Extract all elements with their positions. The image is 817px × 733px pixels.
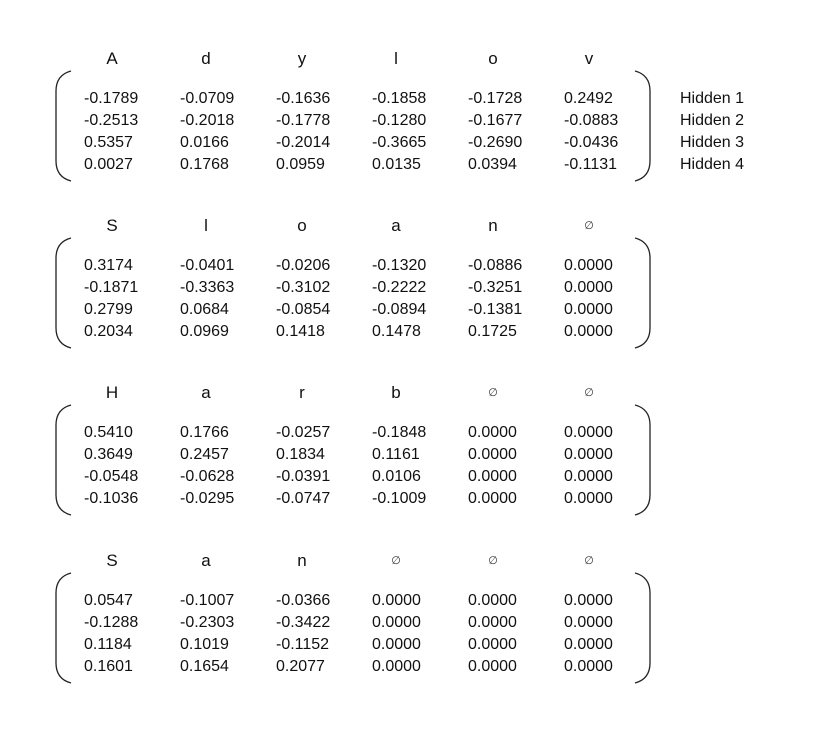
- matrix-cell: 0.0000: [468, 636, 517, 653]
- matrix-cell: -0.1007: [180, 592, 235, 609]
- row-label-hidden-4: Hidden 4: [680, 156, 745, 173]
- matrix-cell: 0.1654: [180, 658, 229, 675]
- column-header: n: [297, 551, 307, 570]
- column-header: a: [391, 216, 401, 235]
- matrix-cell: -0.1636: [276, 90, 331, 107]
- matrix-cell: 0.0000: [372, 614, 421, 631]
- column-header: o: [488, 49, 498, 68]
- matrix-cell: 0.0000: [468, 614, 517, 631]
- matrix-cell: -0.1858: [372, 90, 427, 107]
- matrix-cell: 0.0000: [564, 279, 613, 296]
- matrix-cell: 0.3174: [84, 257, 133, 274]
- matrix-cell: -0.1789: [84, 90, 139, 107]
- matrix-cell: -0.3422: [276, 614, 331, 631]
- matrix-cell: 0.0000: [468, 658, 517, 675]
- column-header: ∅: [488, 387, 498, 399]
- matrix-cell: 0.2034: [84, 323, 133, 340]
- matrix-cell: -0.1036: [84, 490, 139, 507]
- matrix-cell: 0.0000: [372, 636, 421, 653]
- matrix-cell: 0.1601: [84, 658, 133, 675]
- matrix-cell: -0.2018: [180, 112, 235, 129]
- matrix-cell: -0.0709: [180, 90, 235, 107]
- right-bracket: [633, 69, 653, 183]
- matrix-cell: -0.3251: [468, 279, 523, 296]
- matrix-cell: 0.0000: [372, 658, 421, 675]
- matrix-cell: -0.2014: [276, 134, 331, 151]
- matrix-cell: -0.0886: [468, 257, 523, 274]
- left-bracket: [53, 236, 73, 350]
- matrix-cell: 0.0106: [372, 468, 421, 485]
- column-header: d: [201, 49, 211, 68]
- matrix-cell: -0.1288: [84, 614, 139, 631]
- column-header: y: [297, 49, 307, 68]
- matrix-cell: 0.0000: [564, 257, 613, 274]
- matrix-cell: 0.0684: [180, 301, 229, 318]
- matrix-cell: -0.1131: [564, 156, 618, 173]
- matrix-cell: 0.0000: [564, 323, 613, 340]
- matrix-2: [0, 216, 817, 366]
- matrix-cell: 0.5357: [84, 134, 133, 151]
- matrix-cell: 0.2457: [180, 446, 229, 463]
- matrix-cell: -0.1280: [372, 112, 427, 129]
- matrix-cell: 0.0027: [84, 156, 133, 173]
- matrix-cell: -0.1009: [372, 490, 427, 507]
- matrix-cell: 0.1834: [276, 446, 325, 463]
- matrix-cell: 0.1725: [468, 323, 517, 340]
- matrix-cell: -0.2303: [180, 614, 235, 631]
- matrix-cell: -0.1728: [468, 90, 523, 107]
- matrix-cell: 0.0000: [564, 592, 613, 609]
- matrix-cell: 0.0000: [468, 490, 517, 507]
- column-header: a: [201, 383, 211, 402]
- column-header: o: [297, 216, 307, 235]
- column-header: ∅: [584, 220, 594, 232]
- matrix-cell: -0.1677: [468, 112, 523, 129]
- matrix-cell: -0.3665: [372, 134, 427, 151]
- matrix-cell: -0.0206: [276, 257, 331, 274]
- matrix-cell: 0.0000: [564, 446, 613, 463]
- matrix-cell: -0.0257: [276, 424, 331, 441]
- column-header: S: [106, 551, 118, 570]
- matrix-cell: 0.2799: [84, 301, 133, 318]
- matrix-cell: -0.0401: [180, 257, 235, 274]
- row-label-hidden-3: Hidden 3: [680, 134, 745, 151]
- matrix-cell: -0.0747: [276, 490, 331, 507]
- matrix-cell: -0.0883: [564, 112, 619, 129]
- matrix-cell: 0.0000: [468, 468, 517, 485]
- column-header: r: [299, 383, 305, 402]
- matrix-cell: 0.1161: [372, 446, 420, 463]
- matrix-3: [0, 383, 817, 533]
- column-header: a: [201, 551, 211, 570]
- matrix-cell: 0.2077: [276, 658, 325, 675]
- matrix-cell: 0.1019: [180, 636, 229, 653]
- matrix-cell: 0.3649: [84, 446, 133, 463]
- matrix-cell: -0.1320: [372, 257, 427, 274]
- matrix-cell: 0.0394: [468, 156, 517, 173]
- column-header: n: [488, 216, 498, 235]
- matrix-cell: -0.0391: [276, 468, 331, 485]
- matrix-cell: 0.1184: [84, 636, 132, 653]
- right-bracket: [633, 571, 653, 685]
- column-header: H: [105, 383, 119, 402]
- matrix-cell: 0.0000: [564, 614, 613, 631]
- row-label-hidden-2: Hidden 2: [680, 112, 745, 129]
- matrix-cell: -0.3102: [276, 279, 331, 296]
- column-header: b: [391, 383, 401, 402]
- row-label-hidden-1: Hidden 1: [680, 90, 745, 107]
- matrix-cell: -0.1871: [84, 279, 139, 296]
- column-header: ∅: [391, 555, 401, 567]
- matrix-cell: 0.0135: [372, 156, 421, 173]
- right-bracket: [633, 236, 653, 350]
- left-bracket: [53, 69, 73, 183]
- matrix-1: [0, 49, 817, 199]
- matrix-cell: 0.1478: [372, 323, 421, 340]
- column-header: S: [106, 216, 118, 235]
- matrix-cell: 0.0969: [180, 323, 229, 340]
- matrix-cell: 0.0000: [564, 468, 613, 485]
- matrix-cell: 0.0000: [564, 636, 613, 653]
- column-header: v: [584, 49, 594, 68]
- matrix-cell: 0.0000: [468, 592, 517, 609]
- matrix-cell: -0.0295: [180, 490, 235, 507]
- matrix-cell: -0.2222: [372, 279, 427, 296]
- matrix-cell: 0.0000: [564, 490, 613, 507]
- matrix-cell: -0.3363: [180, 279, 235, 296]
- matrix-cell: -0.1381: [468, 301, 523, 318]
- matrix-cell: 0.0000: [468, 446, 517, 463]
- column-header: ∅: [584, 555, 594, 567]
- matrix-cell: -0.2690: [468, 134, 523, 151]
- matrix-cell: -0.1848: [372, 424, 427, 441]
- matrix-cell: 0.0000: [468, 424, 517, 441]
- matrix-cell: 0.5410: [84, 424, 133, 441]
- matrix-cell: 0.1768: [180, 156, 229, 173]
- matrix-cell: 0.0000: [564, 658, 613, 675]
- matrix-cell: -0.0366: [276, 592, 331, 609]
- matrix-cell: 0.0000: [564, 301, 613, 318]
- matrix-cell: -0.1152: [276, 636, 330, 653]
- matrix-cell: 0.0959: [276, 156, 325, 173]
- matrix-cell: 0.1418: [276, 323, 325, 340]
- matrix-cell: -0.1778: [276, 112, 331, 129]
- matrix-cell: -0.0894: [372, 301, 427, 318]
- matrix-4: [0, 551, 817, 701]
- column-header: l: [204, 216, 208, 235]
- matrix-cell: 0.0000: [564, 424, 613, 441]
- matrix-cell: 0.0166: [180, 134, 229, 151]
- column-header: ∅: [488, 555, 498, 567]
- matrix-cell: 0.0547: [84, 592, 133, 609]
- right-bracket: [633, 403, 653, 517]
- matrix-cell: -0.2513: [84, 112, 139, 129]
- matrix-cell: -0.0548: [84, 468, 139, 485]
- matrix-cell: 0.0000: [372, 592, 421, 609]
- column-header: ∅: [584, 387, 594, 399]
- matrix-cell: -0.0436: [564, 134, 619, 151]
- matrix-cell: 0.2492: [564, 90, 613, 107]
- matrix-cell: -0.0628: [180, 468, 235, 485]
- matrix-cell: 0.1766: [180, 424, 229, 441]
- left-bracket: [53, 571, 73, 685]
- column-header: A: [106, 49, 118, 68]
- matrix-cell: -0.0854: [276, 301, 331, 318]
- column-header: l: [394, 49, 398, 68]
- left-bracket: [53, 403, 73, 517]
